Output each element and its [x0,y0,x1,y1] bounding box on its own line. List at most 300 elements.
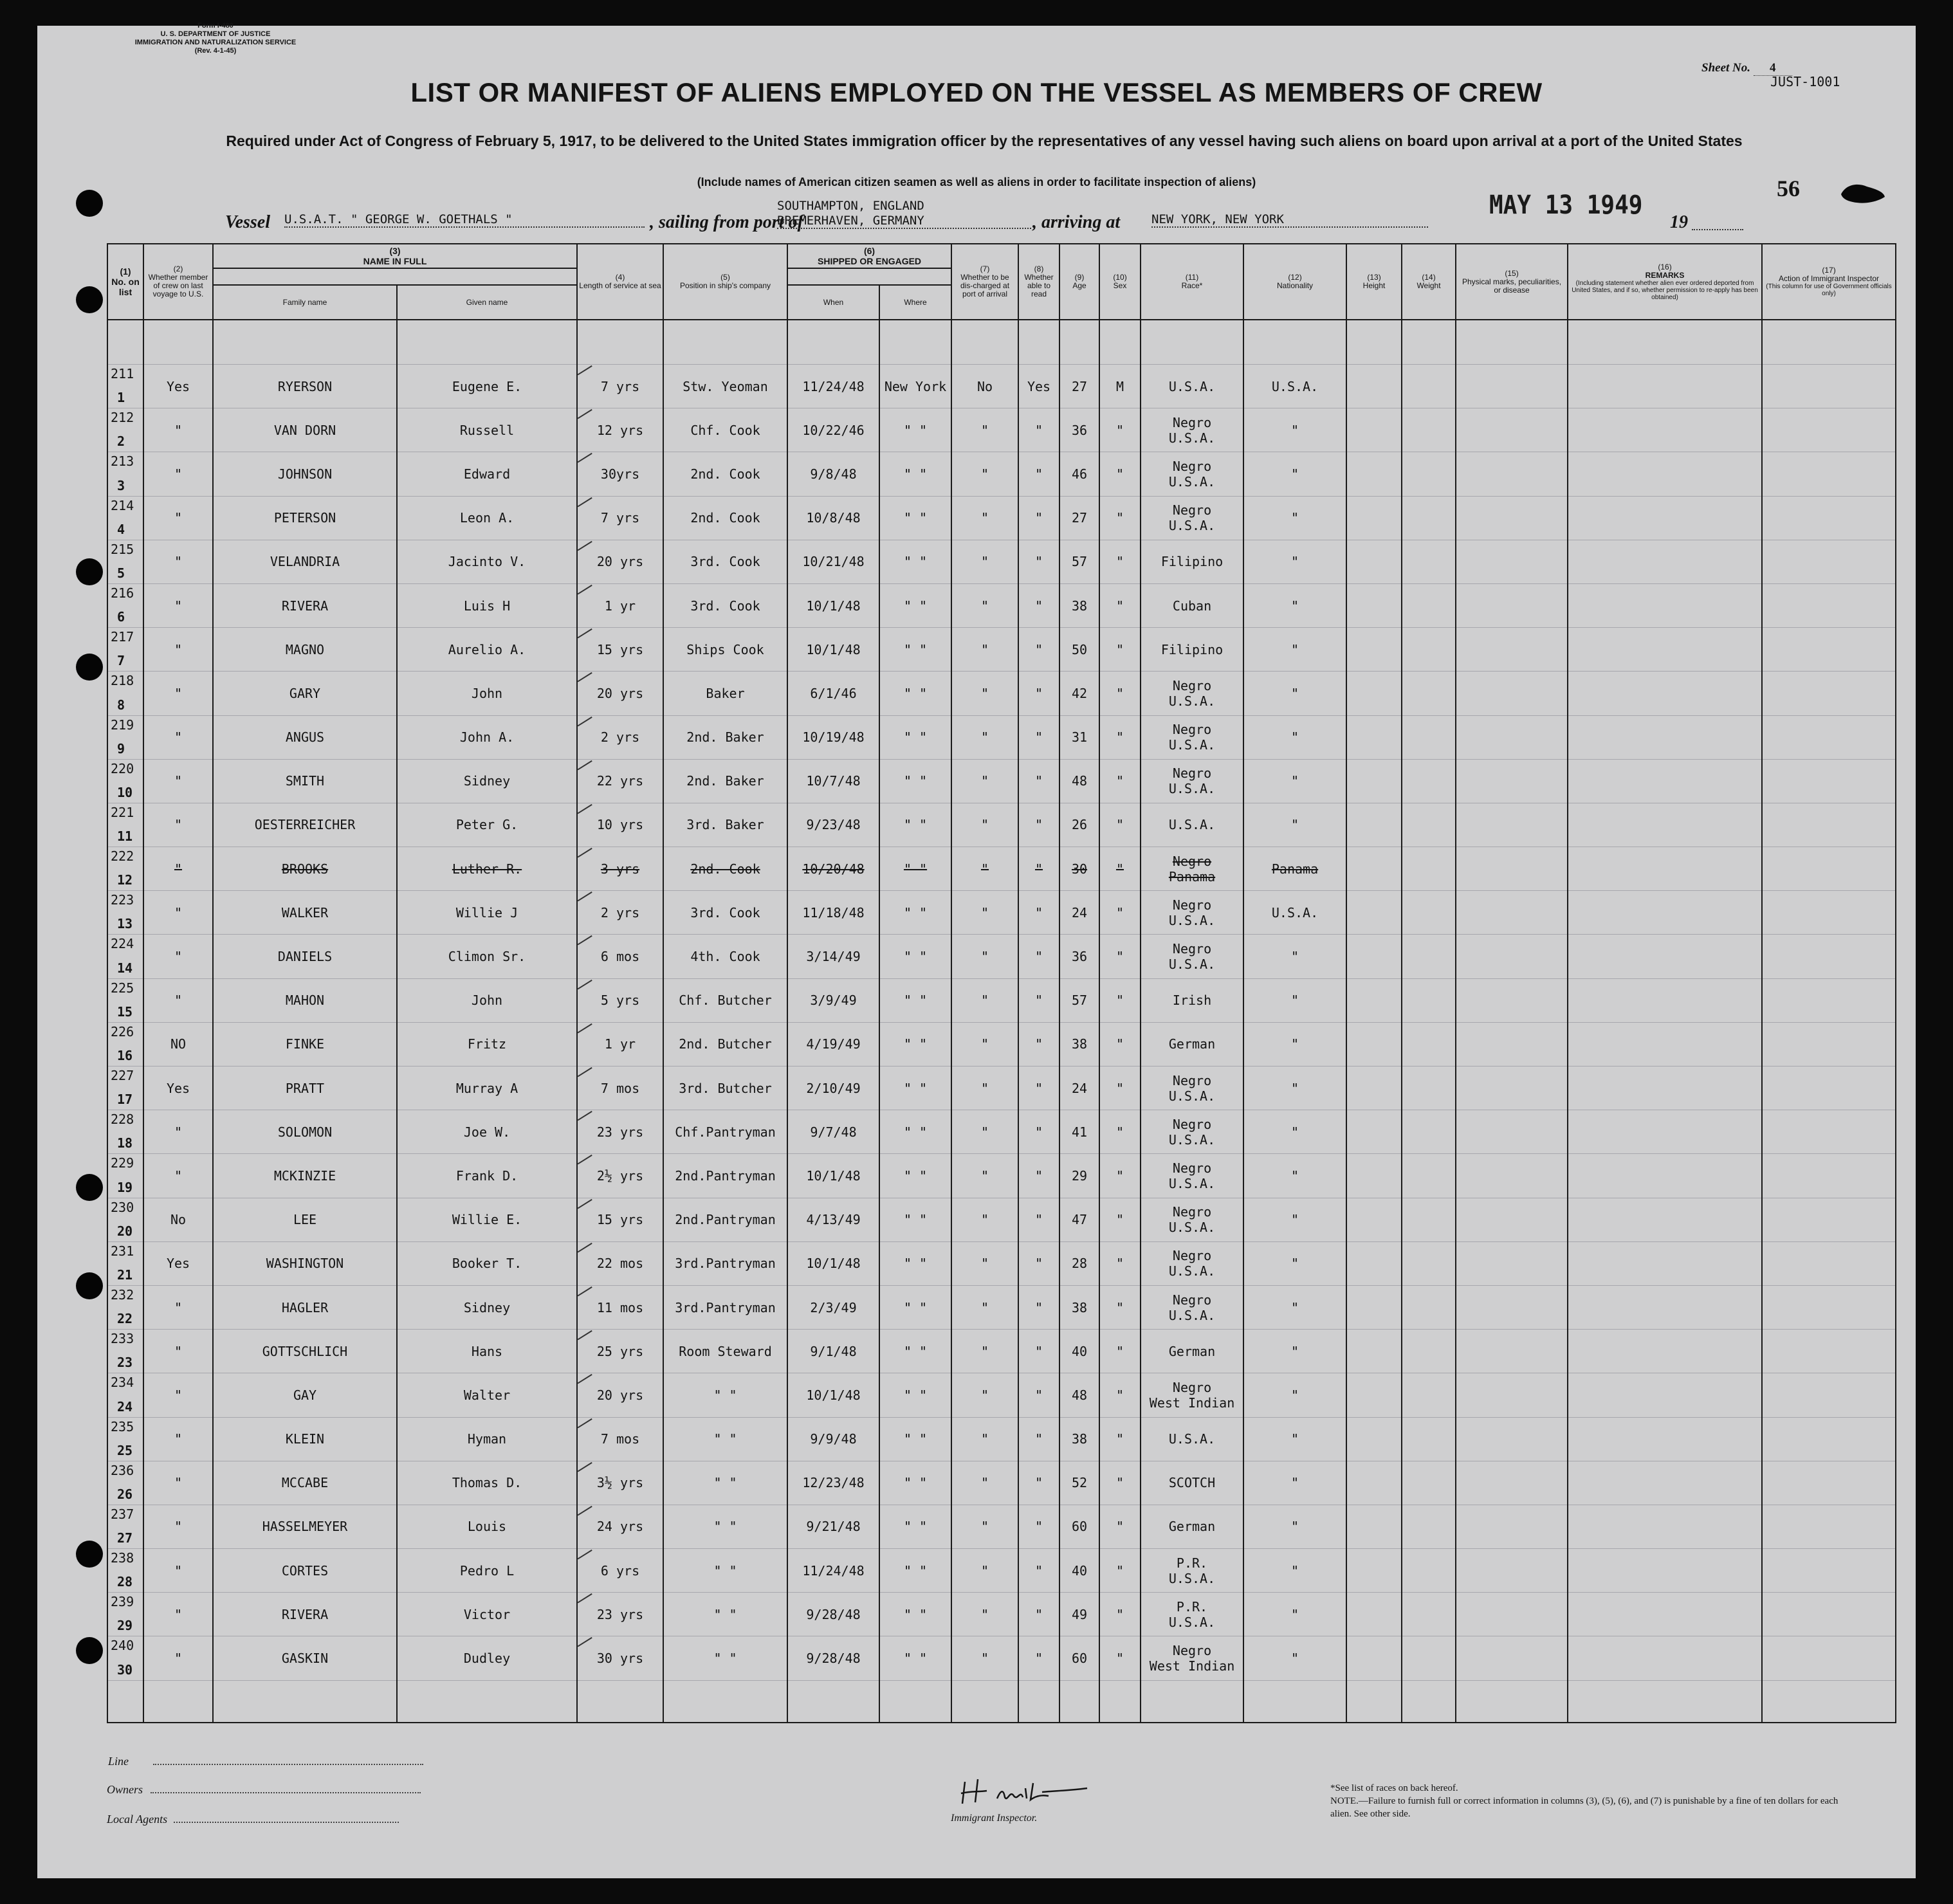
race-text: Negro [1172,677,1212,693]
cell-physical-marks [1456,935,1568,978]
cell-race [1141,847,1243,891]
cell-sex [1099,1066,1141,1110]
cell-height [1346,1373,1402,1417]
cell-remarks [1568,1330,1762,1373]
cell-shipped-when [787,1461,879,1505]
sheet-number-value: 4 [1754,61,1792,76]
nationality-text: " [1290,1212,1299,1228]
table-row [107,496,1896,540]
cell-last-voyage [143,365,213,408]
cell-weight [1402,1285,1456,1329]
position-text: Stw. Yeoman [683,378,768,394]
cell-nationality [1243,1066,1346,1110]
cell-position [663,496,787,540]
shipped-where-text: " " [903,1124,928,1140]
cell-to-be-discharged [951,1285,1018,1329]
cell-given-name [397,1285,577,1329]
shipped-where-text: " " [903,641,928,657]
col-header-family-name: Family name [213,285,397,320]
cell-nationality [1243,1549,1346,1593]
no-on-list-text: 214 [111,497,134,513]
cell-physical-marks [1456,365,1568,408]
cell-inspector-action [1762,847,1896,891]
cell-last-voyage [143,452,213,496]
sex-text: " [1115,1651,1124,1667]
sex-text: " [1115,904,1124,920]
cell-nationality [1243,935,1346,978]
cell-nationality [1243,1241,1346,1285]
able-to-read-text: " [1034,1124,1043,1140]
cell-service-length [577,759,663,803]
given-name-text: Luis H [463,598,511,614]
service-length-text: 7 yrs [600,510,640,526]
cell-age [1059,891,1099,935]
cell-service-length [577,496,663,540]
cell-shipped-when [787,496,879,540]
no-on-list-text: 23 [117,1355,133,1371]
no-on-list-text: 14 [117,960,133,976]
cell-able-to-read [1018,1636,1059,1680]
cell-weight [1402,1417,1456,1461]
able-to-read-text: " [1034,1651,1043,1667]
race-text: U.S.A. [1168,473,1216,490]
no-on-list-text: 218 [111,673,134,689]
cell-shipped-where [879,1066,951,1110]
service-length-text: 30yrs [600,466,640,482]
cell-service-length [577,1373,663,1417]
cell-able-to-read [1018,408,1059,452]
race-text: Negro [1172,765,1212,782]
race-text: Negro [1172,853,1212,869]
cell-weight [1402,1461,1456,1505]
cell-sex [1099,365,1141,408]
cell-age [1059,1417,1099,1461]
position-text: 3rd. Cook [690,904,760,920]
cell-shipped-when [787,1373,879,1417]
sex-text: " [1115,1519,1124,1535]
family-name-text: WASHINGTON [266,1256,344,1272]
cell-remarks [1568,978,1762,1022]
cell-position [663,1241,787,1285]
service-length-text: 3½ yrs [596,1475,644,1491]
service-length-text: 7 mos [600,1431,640,1447]
cell-height [1346,452,1402,496]
cell-remarks [1568,1636,1762,1680]
cell-position [663,1285,787,1329]
no-on-list-text: 225 [111,980,134,996]
cell-age [1059,1198,1099,1241]
cell-position [663,1417,787,1461]
age-text: 49 [1071,1606,1088,1622]
nationality-text: " [1290,685,1299,701]
cell-nationality [1243,628,1346,672]
cell-to-be-discharged [951,891,1018,935]
cell-age [1059,1330,1099,1373]
service-length-text: 2 yrs [600,729,640,746]
cell-no-on-list [107,628,143,672]
cell-shipped-where [879,1461,951,1505]
cell-sex [1099,672,1141,715]
cell-service-length [577,583,663,627]
shipped-when-text: 10/20/48 [802,861,865,877]
sex-text: " [1115,1256,1124,1272]
cell-weight [1402,1110,1456,1154]
cell-no-on-list [107,759,143,803]
cell-last-voyage [143,540,213,583]
cell-race [1141,1022,1243,1066]
sex-text: " [1115,1080,1124,1096]
cell-able-to-read [1018,672,1059,715]
to-be-discharged-text: " [980,1387,989,1403]
cell-no-on-list [107,715,143,759]
family-name-text: SMITH [285,773,325,789]
cell-shipped-where [879,803,951,847]
last-voyage-text: " [174,817,183,833]
cell-to-be-discharged [951,1593,1018,1636]
cell-to-be-discharged [951,452,1018,496]
cell-remarks [1568,891,1762,935]
cell-remarks [1568,803,1762,847]
cell-family-name [213,1154,397,1198]
cell-inspector-action [1762,1154,1896,1198]
service-length-text: 20 yrs [596,554,644,570]
last-voyage-text: " [174,904,183,920]
cell-service-length [577,452,663,496]
sex-text: " [1115,773,1124,789]
service-length-text: 23 yrs [596,1606,644,1622]
service-length-text: 5 yrs [600,993,640,1009]
cell-family-name [213,1373,397,1417]
race-text: U.S.A. [1168,1175,1216,1191]
cell-last-voyage [143,1505,213,1548]
cell-weight [1402,583,1456,627]
cell-height [1346,1417,1402,1461]
col-header-physical: (15) Physical marks, peculiarities, or disease [1456,244,1568,320]
cell-last-voyage [143,847,213,891]
cell-remarks [1568,540,1762,583]
no-on-list-text: 21 [117,1267,133,1283]
cell-family-name [213,1330,397,1373]
shipped-when-text: 9/9/48 [810,1431,857,1447]
position-text: Chf.Pantryman [675,1124,776,1140]
no-on-list-text: 18 [117,1135,133,1151]
cell-service-length [577,540,663,583]
service-length-text: 24 yrs [596,1519,644,1535]
cell-nationality [1243,1285,1346,1329]
cell-given-name [397,1066,577,1110]
cell-weight [1402,1066,1456,1110]
to-be-discharged-text: " [980,1431,989,1447]
cell-nationality [1243,759,1346,803]
table-row [107,847,1896,891]
last-voyage-text: " [174,949,183,965]
cell-age [1059,1110,1099,1154]
cell-family-name [213,1066,397,1110]
no-on-list-text: 8 [117,697,125,713]
age-text: 60 [1071,1651,1088,1667]
to-be-discharged-text: " [980,1124,989,1140]
age-text: 36 [1071,949,1088,965]
race-text: U.S.A. [1168,912,1216,928]
able-to-read-text: " [1034,1256,1043,1272]
given-name-text: Peter G. [455,817,518,833]
service-length-text: 6 yrs [600,1562,640,1579]
no-on-list-text: 233 [111,1331,134,1347]
position-text: 3rd.Pantryman [675,1256,776,1272]
cell-age [1059,1241,1099,1285]
cell-inspector-action [1762,628,1896,672]
table-row [107,1241,1896,1285]
last-voyage-text: " [174,422,183,438]
cell-inspector-action [1762,1373,1896,1417]
cell-race [1141,759,1243,803]
cell-shipped-where [879,496,951,540]
cell-physical-marks [1456,1241,1568,1285]
race-text: U.S.A. [1168,1431,1216,1447]
cell-given-name [397,1505,577,1548]
cell-last-voyage [143,1241,213,1285]
cell-able-to-read [1018,1505,1059,1548]
cell-race [1141,365,1243,408]
cell-shipped-where [879,672,951,715]
cell-given-name [397,672,577,715]
cell-weight [1402,1022,1456,1066]
position-text: 2nd.Pantryman [675,1167,776,1184]
cell-sex [1099,935,1141,978]
cell-family-name [213,1198,397,1241]
family-name-text: GAY [293,1387,317,1403]
cell-position [663,408,787,452]
cell-last-voyage [143,715,213,759]
given-name-text: Luther R. [452,861,522,877]
date-stamp: MAY 13 1949 [1489,190,1643,220]
no-on-list-text: 20 [117,1223,133,1239]
last-voyage-text: " [174,1299,183,1315]
cell-no-on-list [107,1549,143,1593]
nationality-text: " [1290,729,1299,746]
race-text: U.S.A. [1168,1570,1216,1586]
service-length-text: 2½ yrs [596,1167,644,1184]
cell-given-name [397,1549,577,1593]
family-name-text: VELANDRIA [270,554,340,570]
cell-given-name [397,408,577,452]
cell-race [1141,1505,1243,1548]
sex-text: " [1115,1562,1124,1579]
nationality-text: " [1290,1475,1299,1491]
family-name-text: OESTERREICHER [254,817,356,833]
cell-nationality [1243,583,1346,627]
family-name-text: PRATT [285,1080,325,1096]
shipped-where-text: " " [903,1387,928,1403]
table-row [107,935,1896,978]
col-header-shipped: (6) SHIPPED OR ENGAGED [787,244,951,268]
cell-sex [1099,496,1141,540]
cell-age [1059,1549,1099,1593]
position-text: 2nd. Cook [690,510,760,526]
cell-family-name [213,1549,397,1593]
vessel-name: U.S.A.T. " GEORGE W. GOETHALS " [284,212,645,228]
cell-race [1141,672,1243,715]
cell-shipped-when [787,847,879,891]
cell-remarks [1568,1022,1762,1066]
file-number: JUST-1001 [1770,74,1840,89]
cell-service-length [577,1593,663,1636]
cell-height [1346,1022,1402,1066]
able-to-read-text: " [1034,685,1043,701]
race-text: Irish [1172,993,1212,1009]
able-to-read-text: " [1034,1562,1043,1579]
cell-nationality [1243,365,1346,408]
given-name-text: Murray A [455,1080,518,1096]
cell-to-be-discharged [951,1461,1018,1505]
cell-physical-marks [1456,1636,1568,1680]
ink-mark-icon [1838,180,1887,207]
cell-physical-marks [1456,496,1568,540]
cell-nationality [1243,452,1346,496]
to-be-discharged-text: " [980,554,989,570]
port-line-2: BREMERHAVEN, GERMANY [777,214,1031,229]
cell-race [1141,583,1243,627]
cell-given-name [397,847,577,891]
given-name-text: Hyman [467,1431,507,1447]
able-to-read-text: " [1034,554,1043,570]
able-to-read-text: " [1034,466,1043,482]
no-on-list-text: 217 [111,629,134,645]
shipped-when-text: 2/3/49 [810,1299,857,1315]
cell-race [1141,540,1243,583]
shipped-when-text: 11/24/48 [802,378,865,394]
cell-to-be-discharged [951,1154,1018,1198]
cell-height [1346,1593,1402,1636]
to-be-discharged-text: " [980,1080,989,1096]
given-name-text: Joe W. [463,1124,511,1140]
cell-physical-marks [1456,715,1568,759]
cell-service-length [577,365,663,408]
col-header-read: (8) Whether able to read [1018,244,1059,320]
cell-family-name [213,628,397,672]
cell-physical-marks [1456,978,1568,1022]
sex-text: " [1115,949,1124,965]
no-on-list-text: 3 [117,477,125,493]
col-header-weight: (14) Weight [1402,244,1456,320]
binder-hole [76,286,103,313]
no-on-list-text: 215 [111,541,134,557]
age-text: 27 [1071,510,1088,526]
cell-to-be-discharged [951,365,1018,408]
to-be-discharged-text: " [980,1606,989,1622]
cell-given-name [397,1461,577,1505]
able-to-read-text: " [1034,1606,1043,1622]
cell-shipped-where [879,1417,951,1461]
cell-position [663,891,787,935]
table-row [107,1373,1896,1417]
cell-weight [1402,1154,1456,1198]
shipped-when-text: 3/14/49 [806,949,861,965]
cell-physical-marks [1456,1593,1568,1636]
cell-shipped-when [787,452,879,496]
no-on-list-text: 234 [111,1375,134,1391]
able-to-read-text: " [1034,773,1043,789]
cell-age [1059,1593,1099,1636]
cell-last-voyage [143,408,213,452]
able-to-read-text: " [1034,817,1043,833]
cell-age [1059,1285,1099,1329]
given-name-text: Hans [471,1343,503,1359]
family-name-text: GARY [289,685,321,701]
cell-family-name [213,452,397,496]
cell-to-be-discharged [951,1417,1018,1461]
nationality-text: " [1290,1519,1299,1535]
age-text: 31 [1071,729,1088,746]
last-voyage-text: " [174,1562,183,1579]
cell-service-length [577,1066,663,1110]
nationality-text: " [1290,817,1299,833]
able-to-read-text: " [1034,861,1043,877]
nationality-text: " [1290,1387,1299,1403]
position-text: Ships Cook [686,641,764,657]
cell-sex [1099,583,1141,627]
cell-position [663,452,787,496]
last-voyage-text: " [174,993,183,1009]
cell-race [1141,1110,1243,1154]
last-voyage-text: " [174,1387,183,1403]
able-to-read-text: " [1034,510,1043,526]
cell-shipped-where [879,1330,951,1373]
table-row [107,1461,1896,1505]
cell-nationality [1243,408,1346,452]
to-be-discharged-text: " [980,510,989,526]
race-text: Negro [1172,1379,1212,1395]
col-header-service: (4) Length of service at sea [577,244,663,320]
cell-family-name [213,891,397,935]
race-text: P.R. [1176,1598,1208,1615]
cell-inspector-action [1762,891,1896,935]
age-text: 24 [1071,1080,1088,1096]
last-voyage-text: " [174,554,183,570]
cell-weight [1402,1198,1456,1241]
sex-text: " [1115,1606,1124,1622]
table-row [107,1066,1896,1110]
shipped-where-text: " " [903,685,928,701]
cell-age [1059,803,1099,847]
given-name-text: Fritz [467,1036,507,1052]
binder-hole [76,190,103,217]
cell-race [1141,1593,1243,1636]
given-name-text: Jacinto V. [448,554,526,570]
no-on-list-text: 230 [111,1199,134,1215]
cell-to-be-discharged [951,628,1018,672]
no-on-list-text: 231 [111,1243,134,1259]
cell-able-to-read [1018,452,1059,496]
cell-nationality [1243,1636,1346,1680]
nationality-text: U.S.A. [1271,378,1319,394]
cell-position [663,1505,787,1548]
table-row [107,583,1896,627]
age-text: 48 [1071,773,1088,789]
cell-service-length [577,408,663,452]
no-on-list-text: 5 [117,565,125,581]
age-text: 52 [1071,1475,1088,1491]
cell-no-on-list [107,978,143,1022]
cell-remarks [1568,715,1762,759]
cell-height [1346,1198,1402,1241]
cell-given-name [397,803,577,847]
to-be-discharged-text: " [980,773,989,789]
cell-given-name [397,1198,577,1241]
cell-shipped-when [787,365,879,408]
cell-sex [1099,759,1141,803]
shipped-where-text: " " [903,1562,928,1579]
